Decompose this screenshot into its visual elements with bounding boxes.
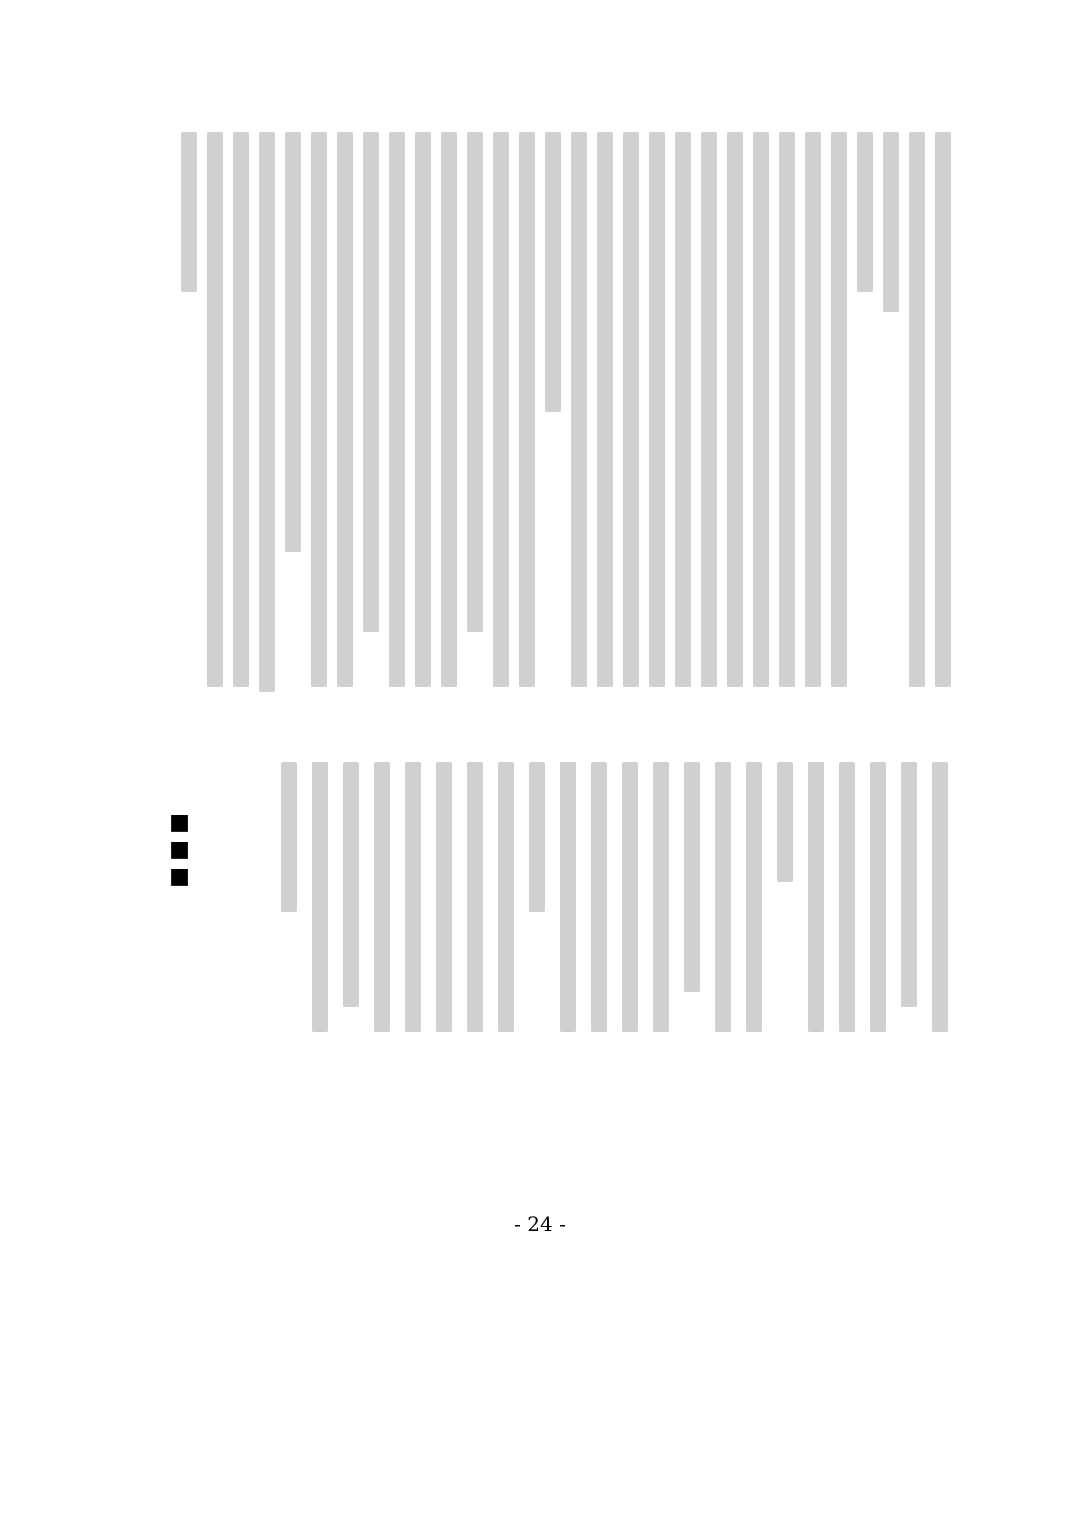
text-line-placeholder <box>311 132 327 687</box>
text-line-placeholder <box>779 132 795 687</box>
text-line-placeholder <box>285 132 301 552</box>
text-line-placeholder <box>467 132 483 632</box>
text-line-placeholder <box>467 762 483 1032</box>
text-line-placeholder <box>870 762 886 1032</box>
text-line-placeholder <box>529 762 545 912</box>
text-line-placeholder <box>857 132 873 292</box>
text-line-placeholder <box>684 762 700 992</box>
text-line-placeholder <box>805 132 821 687</box>
text-line-placeholder <box>715 762 731 1032</box>
page-number: - 24 - <box>514 1212 566 1236</box>
text-line-placeholder <box>343 762 359 1007</box>
text-line-placeholder <box>415 132 431 687</box>
text-line-placeholder <box>831 132 847 687</box>
text-line-placeholder <box>337 132 353 687</box>
text-line-placeholder <box>701 132 717 687</box>
text-line-placeholder <box>653 762 669 1032</box>
text-line-placeholder <box>441 132 457 687</box>
text-line-placeholder <box>181 132 197 292</box>
text-line-placeholder <box>545 132 561 412</box>
text-line-placeholder <box>363 132 379 632</box>
text-line-placeholder <box>649 132 665 687</box>
text-line-placeholder <box>883 132 899 312</box>
text-line-placeholder <box>591 762 607 1032</box>
text-line-placeholder <box>675 132 691 687</box>
text-line-placeholder <box>901 762 917 1007</box>
text-line-placeholder <box>622 762 638 1032</box>
text-line-placeholder <box>727 132 743 687</box>
text-line-placeholder <box>753 132 769 687</box>
text-line-placeholder <box>498 762 514 1032</box>
text-line-placeholder <box>374 762 390 1032</box>
section-break-marker: ■■■ <box>167 810 192 891</box>
text-line-placeholder <box>493 132 509 687</box>
text-line-placeholder <box>560 762 576 1032</box>
text-line-placeholder <box>935 132 951 687</box>
text-line-placeholder <box>777 762 793 882</box>
text-line-placeholder <box>571 132 587 687</box>
text-line-placeholder <box>623 132 639 687</box>
text-line-placeholder <box>281 762 297 912</box>
text-line-placeholder <box>389 132 405 687</box>
text-line-placeholder <box>436 762 452 1032</box>
text-line-placeholder <box>932 762 948 1032</box>
text-line-placeholder <box>233 132 249 687</box>
text-line-placeholder <box>746 762 762 1032</box>
text-line-placeholder <box>519 132 535 687</box>
text-line-placeholder <box>312 762 328 1032</box>
text-line-placeholder <box>808 762 824 1032</box>
text-line-placeholder <box>597 132 613 687</box>
text-line-placeholder <box>259 132 275 692</box>
text-line-placeholder <box>839 762 855 1032</box>
text-line-placeholder <box>405 762 421 1032</box>
text-line-placeholder <box>909 132 925 687</box>
text-line-placeholder <box>207 132 223 687</box>
